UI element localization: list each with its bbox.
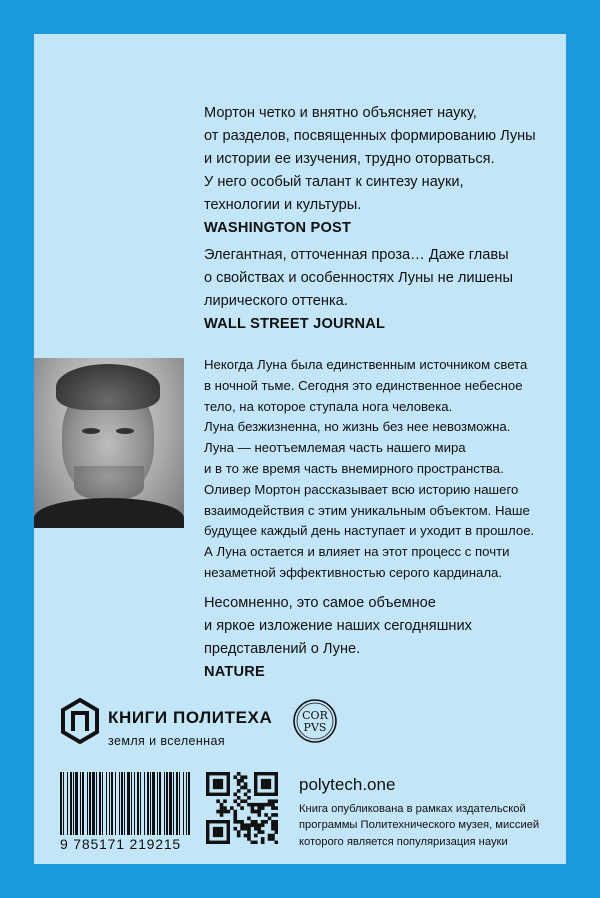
program-line: которого является популяризация науки [299,835,508,848]
quote-source: NATURE [204,664,265,680]
quote-line: и истории ее изучения, трудно оторваться. [204,151,495,167]
description-line: незаметной эффективностью серого кардинала. [204,564,503,580]
publisher-series: земля и вселенная [108,734,225,748]
description-line: Луна безжизненна, но жизнь без нее невозможна. [204,419,511,435]
description-line: Луна — неотъемлемая часть нашего мира [204,440,466,456]
quote-line: Мортон четко и внятно объясняет науку, [204,105,477,121]
quote-nature [204,592,544,684]
quote-line: Элегантная, отточенная проза… Даже главы [204,247,509,263]
author-beard [74,466,144,500]
corpus-seal-icon [292,698,338,744]
quote-washington-post [204,102,544,240]
program-note [299,801,559,850]
svg-text:COR: COR [302,709,328,722]
quote-source: WALL STREET JOURNAL [204,316,386,332]
book-description [204,355,556,584]
author-photo [34,358,184,528]
description-line: в ночной тьме. Сегодня это единственное небесное [204,377,523,393]
barcode-number: 9 785171 219215 [58,835,210,852]
publisher-logo-icon [60,698,100,744]
description-line: Оливер Мортон рассказывает всю историю нашего [204,481,519,497]
publisher-name: КНИГИ ПОЛИТЕХА [108,708,273,727]
author-hair [56,364,160,410]
description-line: тело, на которое ступала нога человека. [204,398,453,414]
program-line: программы Политехнического музея, миссией [299,819,540,832]
quote-line: от разделов, посвященных формированию Луны [204,128,536,144]
quote-line: лирического оттенка. [204,293,348,309]
description-line: Некогда Луна была единственным источником света [204,357,528,372]
back-cover [34,34,566,864]
quote-line: и яркое изложение наших сегодняшних [204,618,472,634]
website-link[interactable]: polytech.one [299,775,396,794]
description-line: взаимодействия с этим уникальным объектом. Наше [204,502,530,518]
description-line: и в то же время часть внемирного пространства. [204,460,504,476]
quote-line: У него особый талант к синтезу науки, [204,174,464,190]
quote-line: о свойствах и особенностях Луны не лишены [204,270,513,286]
svg-text:PVS: PVS [303,721,327,734]
description-line: А Луна остается и влияет на этот процесс с почти [204,544,510,560]
quote-source: WASHINGTON POST [204,220,352,236]
description-line: будущее каждый день наступает и уходит в прошлое. [204,523,535,539]
program-line: Книга опубликована в рамках издательской [299,803,526,815]
author-eye-right [116,428,134,434]
publisher-brand [60,698,290,758]
quote-wall-street-journal [204,244,544,336]
quote-line: представлений о Луне. [204,641,361,657]
author-shirt [34,498,184,528]
quote-line: технологии и культуры. [204,197,362,213]
quote-line: Несомненно, это самое объемное [204,595,436,611]
author-eye-left [82,428,100,434]
qr-code [206,772,278,844]
